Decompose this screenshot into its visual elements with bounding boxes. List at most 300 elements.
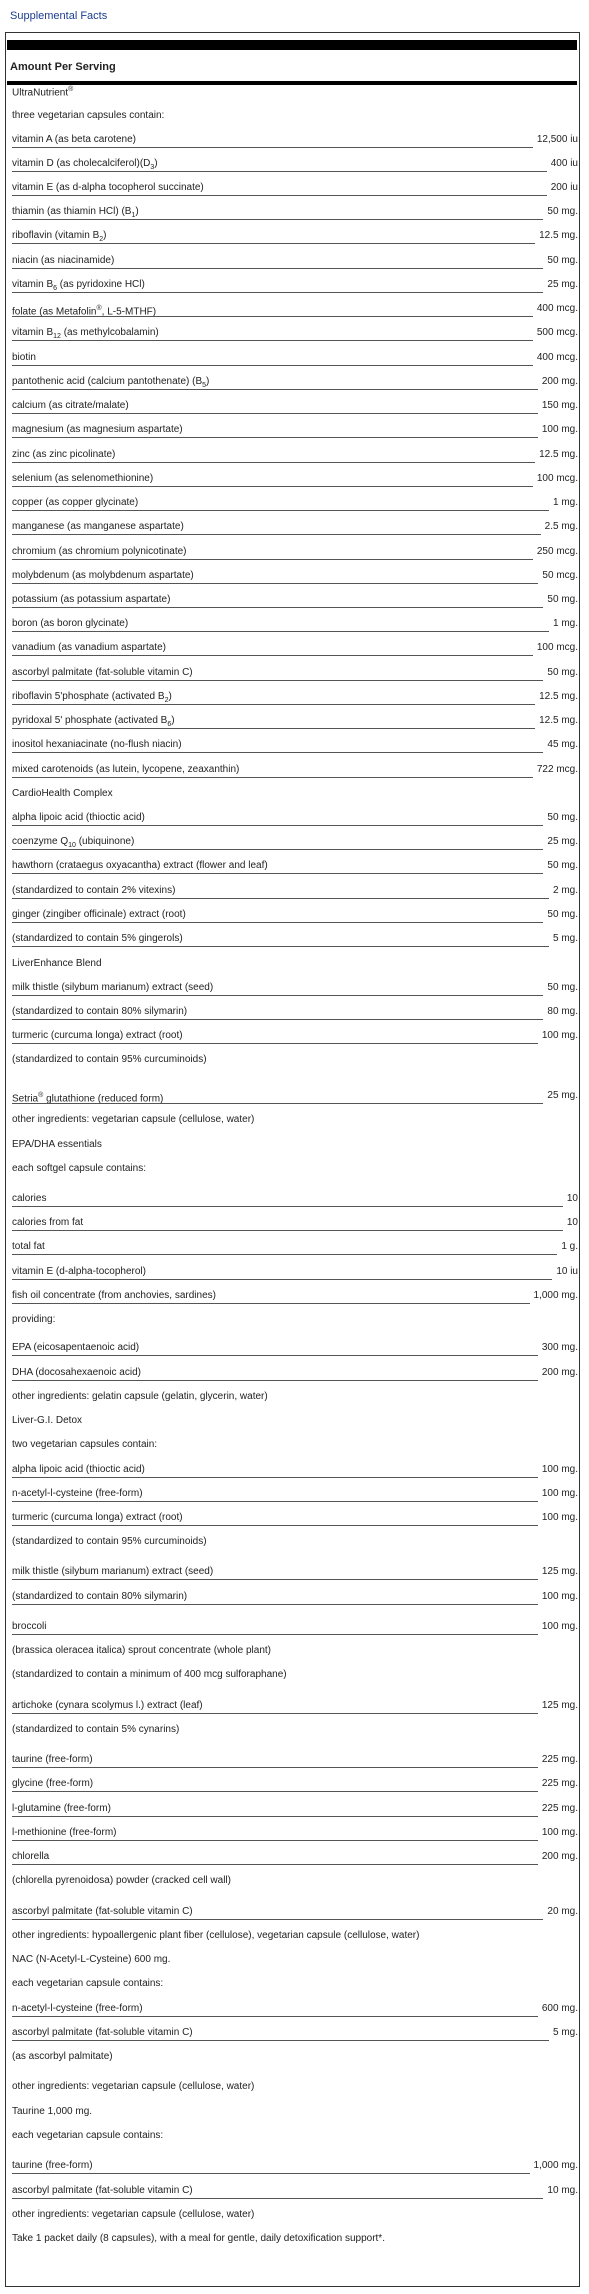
fact-label: (standardized to contain 95% curcuminoids) [12, 1054, 207, 1065]
row-underline [12, 946, 549, 947]
row-underline [12, 2173, 530, 2174]
fact-label: folate (as Metafolin®, L-5-MTHF) [12, 305, 157, 318]
fact-row [12, 1340, 578, 1356]
fact-amount: 300 mg. [541, 1342, 578, 1353]
fact-label: chlorella [12, 1851, 50, 1862]
fact-row [12, 2231, 578, 2247]
fact-row [12, 616, 578, 632]
fact-row [12, 834, 578, 850]
fact-row [12, 374, 578, 390]
fact-label: Setria® glutathione (reduced form) [12, 1092, 164, 1105]
fact-amount: 50 mg. [547, 255, 578, 266]
fact-row [12, 1239, 578, 1255]
fact-amount: 10 [566, 1193, 578, 1204]
fact-row [12, 1365, 578, 1381]
fact-row [12, 277, 578, 293]
row-underline [12, 1103, 543, 1104]
fact-label: fish oil concentrate (from anchovies, sardines) [12, 1290, 216, 1301]
fact-amount: 1,000 mg. [533, 1290, 578, 1301]
fact-label: milk thistle (silybum marianum) extract (seed) [12, 1566, 214, 1577]
amount-per-serving: Amount Per Serving [10, 61, 116, 73]
fact-label: Liver-G.I. Detox [12, 1415, 83, 1426]
fact-amount: 400 mcg. [536, 303, 578, 314]
fact-row [12, 1004, 578, 1020]
row-underline [12, 777, 533, 778]
fact-label: riboflavin 5'phosphate (activated $B_2$) [12, 691, 172, 704]
fact-row [12, 737, 578, 753]
fact-label: ascorbyl palmitate (fat-soluble vitamin C) [12, 2027, 193, 2038]
row-underline [12, 389, 538, 390]
fact-label: vanadium (as vanadium aspartate) [12, 642, 166, 653]
fact-label: l-glutamine (free-form) [12, 1803, 111, 1814]
row-underline [12, 1579, 538, 1580]
row-underline [12, 2198, 543, 2199]
fact-label: CardioHealth Complex [12, 788, 113, 799]
fact-amount: 5 mg. [552, 933, 578, 944]
fact-row [12, 156, 578, 172]
row-underline [12, 752, 543, 753]
fact-label: n-acetyl-l-cysteine (free-form) [12, 1488, 143, 1499]
fact-label: coenzyme $Q_{10}$ (ubiquinone) [12, 836, 135, 849]
fact-label: molybdenum (as molybdenum aspartate) [12, 570, 194, 581]
row-underline [12, 1791, 538, 1792]
fact-row [12, 858, 578, 874]
row-underline [12, 631, 549, 632]
fact-row [12, 786, 578, 802]
fact-label: vitamin E (as d-alpha tocopherol succinate) [12, 182, 204, 193]
row-underline [12, 680, 543, 681]
fact-label: (chlorella pyrenoidosa) powder (cracked cell wall) [12, 1875, 231, 1886]
fact-row [12, 422, 578, 438]
fact-label: niacin (as niacinamide) [12, 255, 115, 266]
fact-label: broccoli [12, 1621, 47, 1632]
fact-label: (standardized to contain 2% vitexins) [12, 885, 176, 896]
row-underline [12, 1501, 538, 1502]
fact-row [12, 2207, 578, 2223]
fact-row [12, 1028, 578, 1044]
fact-row [12, 592, 578, 608]
fact-amount: 400 mcg. [536, 352, 578, 363]
fact-row [12, 1161, 578, 1177]
row-underline [12, 825, 543, 826]
fact-label: manganese (as manganese aspartate) [12, 521, 184, 532]
fact-label: pantothenic acid (calcium pantothenate) $(B_5)$ [12, 376, 210, 389]
fact-label: other ingredients: gelatin capsule (gelatin, glycerin, water) [12, 1391, 268, 1402]
fact-row [12, 447, 578, 463]
fact-amount: 12.5 mg. [539, 715, 578, 726]
fact-row [12, 132, 578, 148]
row-underline [12, 510, 549, 511]
fact-row [12, 931, 578, 947]
fact-amount: 500 mcg. [536, 327, 578, 338]
fact-row [12, 1643, 578, 1659]
fact-amount: 200 iu [550, 182, 578, 193]
fact-row [12, 956, 578, 972]
fact-label: (standardized to contain 5% gingerols) [12, 933, 183, 944]
fact-row [12, 1619, 578, 1635]
fact-row [12, 544, 578, 560]
fact-amount: 200 mg. [541, 1851, 578, 1862]
fact-label: biotin [12, 352, 36, 363]
fact-row [12, 519, 578, 535]
fact-row [12, 301, 578, 317]
fact-amount: 10 iu [556, 1266, 578, 1277]
fact-label: pyridoxal 5' phosphate (activated $B_6$) [12, 715, 175, 728]
fact-amount: 100 mcg. [536, 473, 578, 484]
fact-label: mixed carotenoids (as lutein, lycopene, zeaxanthin) [12, 764, 240, 775]
fact-row [12, 1215, 578, 1231]
fact-amount: 600 mg. [541, 2003, 578, 2014]
fact-label: turmeric (curcuma longa) extract (root) [12, 1512, 183, 1523]
row-underline [12, 534, 541, 535]
fact-label: milk thistle (silybum marianum) extract (seed) [12, 982, 214, 993]
fact-row [12, 1534, 578, 1550]
fact-amount: 100 mg. [541, 1488, 578, 1499]
fact-row [12, 907, 578, 923]
row-underline [12, 1816, 538, 1817]
fact-row [12, 495, 578, 511]
row-underline [12, 1230, 563, 1231]
fact-label: chromium (as chromium polynicotinate) [12, 546, 187, 557]
row-underline [12, 486, 533, 487]
fact-label: total fat [12, 1241, 45, 1252]
fact-label: calories from fat [12, 1217, 84, 1228]
fact-row [12, 2183, 578, 2199]
fact-row [12, 398, 578, 414]
fact-amount: 150 mg. [541, 400, 578, 411]
fact-label: vitamin $B_6$ (as pyridoxine HCl) [12, 279, 145, 292]
facts-panel [5, 32, 580, 2287]
fact-amount: 50 mg. [547, 812, 578, 823]
fact-amount: 25 mg. [547, 836, 578, 847]
row-underline [12, 1206, 563, 1207]
fact-label: other ingredients: hypoallergenic plant fiber (cellulose), vegetarian capsule (cellulose, water) [12, 1930, 420, 1941]
fact-amount: 100 mg. [541, 1591, 578, 1602]
row-underline [12, 1864, 538, 1865]
fact-amount: 100 mg. [541, 1030, 578, 1041]
fact-label: Taurine 1,000 mg. [12, 2106, 93, 2117]
fact-row [12, 1976, 578, 1992]
row-underline [12, 1525, 538, 1526]
fact-label: each vegetarian capsule contains: [12, 2130, 164, 2141]
fact-row [12, 1052, 578, 1068]
fact-row [12, 1722, 578, 1738]
fact-label: potassium (as potassium aspartate) [12, 594, 171, 605]
fact-amount: 225 mg. [541, 1803, 578, 1814]
thick-rule [7, 40, 577, 50]
row-underline [12, 1019, 543, 1020]
fact-row [12, 810, 578, 826]
fact-label: each softgel capsule contains: [12, 1163, 146, 1174]
fact-label: UltraNutrient® [12, 86, 74, 99]
fact-row [12, 180, 578, 196]
fact-row [12, 1510, 578, 1526]
fact-label: vitamin E (d-alpha-tocopherol) [12, 1266, 146, 1277]
row-underline [12, 607, 543, 608]
fact-amount: 1 mg. [552, 618, 578, 629]
fact-amount: 225 mg. [541, 1754, 578, 1765]
row-underline [12, 340, 533, 341]
fact-row [12, 204, 578, 220]
fact-label: DHA (docosahexaenoic acid) [12, 1367, 141, 1378]
fact-amount: 100 mg. [541, 424, 578, 435]
row-underline [12, 243, 535, 244]
fact-label: other ingredients: vegetarian capsule (cellulose, water) [12, 2081, 255, 2092]
fact-row [12, 1437, 578, 1453]
fact-row [12, 2128, 578, 2144]
fact-row [12, 1801, 578, 1817]
fact-row [12, 2079, 578, 2095]
fact-row [12, 1928, 578, 1944]
row-underline [12, 1767, 538, 1768]
fact-label: selenium (as selenomethionine) [12, 473, 154, 484]
fact-label: inositol hexaniacinate (no-flush niacin) [12, 739, 182, 750]
fact-row [12, 325, 578, 341]
row-underline [12, 655, 533, 656]
fact-label: ascorbyl palmitate (fat-soluble vitamin C) [12, 1906, 193, 1917]
fact-amount: 200 mg. [541, 1367, 578, 1378]
fact-label: turmeric (curcuma longa) extract (root) [12, 1030, 183, 1041]
fact-amount: 722 mcg. [536, 764, 578, 775]
fact-row [12, 689, 578, 705]
fact-amount: 1,000 mg. [533, 2160, 578, 2171]
fact-label: l-methionine (free-form) [12, 1827, 117, 1838]
fact-amount: 100 mg. [541, 1827, 578, 1838]
row-underline [12, 316, 533, 317]
row-underline [12, 1634, 538, 1635]
fact-label: vitamin $B_{12}$ (as methylcobalamin) [12, 327, 159, 340]
fact-amount: 50 mg. [547, 667, 578, 678]
row-underline [12, 898, 549, 899]
fact-amount: 50 mg. [547, 860, 578, 871]
fact-row [12, 1952, 578, 1968]
fact-label: EPA/DHA essentials [12, 1139, 102, 1150]
row-underline [12, 728, 535, 729]
row-underline [12, 437, 538, 438]
fact-label: vitamin D (as $cholecalciferol)(D_3)$ [12, 158, 158, 171]
fact-row [12, 1667, 578, 1683]
fact-label: providing: [12, 1314, 56, 1325]
fact-row [12, 762, 578, 778]
fact-label: (standardized to contain 80% silymarin) [12, 1006, 188, 1017]
row-underline [12, 147, 533, 148]
fact-amount: 2.5 mg. [544, 521, 578, 532]
fact-label: (as ascorbyl palmitate) [12, 2051, 113, 2062]
fact-row [12, 1462, 578, 1478]
row-underline [12, 219, 543, 220]
fact-amount: 50 mg. [547, 594, 578, 605]
fact-row [12, 1849, 578, 1865]
fact-row [12, 1312, 578, 1328]
fact-row [12, 1698, 578, 1714]
fact-row [12, 980, 578, 996]
fact-amount: 225 mg. [541, 1778, 578, 1789]
fact-label: thiamin (as thiamin HCl) $(B_1)$ [12, 206, 139, 219]
row-underline [12, 2016, 538, 2017]
fact-label: (standardized to contain 5% cynarins) [12, 1724, 180, 1735]
fact-label: calcium (as citrate/malate) [12, 400, 129, 411]
fact-row [12, 2158, 578, 2174]
fact-row [12, 1752, 578, 1768]
fact-amount: 10 mg. [547, 2185, 578, 2196]
fact-amount: 125 mg. [541, 1566, 578, 1577]
fact-label: n-acetyl-l-cysteine (free-form) [12, 2003, 143, 2014]
fact-label: each vegetarian capsule contains: [12, 1978, 164, 1989]
fact-row [12, 82, 578, 98]
fact-row [12, 1564, 578, 1580]
fact-amount: 20 mg. [547, 1906, 578, 1917]
fact-label: magnesium (as magnesium aspartate) [12, 424, 183, 435]
fact-amount: 12,500 iu [536, 134, 578, 145]
fact-label: artichoke (cynara scolymus l.) extract (leaf) [12, 1700, 203, 1711]
fact-label: glycine (free-form) [12, 1778, 94, 1789]
fact-label: alpha lipoic acid (thioctic acid) [12, 1464, 145, 1475]
fact-amount: 100 mg. [541, 1512, 578, 1523]
fact-label: riboflavin (vitamin $B_2$) [12, 230, 107, 243]
fact-row [12, 228, 578, 244]
row-underline [12, 1355, 538, 1356]
fact-amount: 125 mg. [541, 1700, 578, 1711]
row-underline [12, 1713, 538, 1714]
fact-label: Take 1 packet daily (8 capsules), with a meal for gentle, daily detoxification support*. [12, 2233, 385, 2244]
row-underline [12, 1303, 530, 1304]
fact-row [12, 2025, 578, 2041]
fact-amount: 250 mcg. [536, 546, 578, 557]
fact-amount: 2 mg. [552, 885, 578, 896]
fact-row [12, 1137, 578, 1153]
row-underline [12, 2040, 549, 2041]
row-underline [12, 849, 543, 850]
fact-label: copper (as copper glycinate) [12, 497, 139, 508]
row-underline [12, 462, 535, 463]
row-underline [12, 559, 533, 560]
row-underline [12, 195, 547, 196]
row-underline [12, 704, 535, 705]
fact-row [12, 1589, 578, 1605]
fact-amount: 100 mg. [541, 1464, 578, 1475]
fact-label: other ingredients: vegetarian capsule (cellulose, water) [12, 2209, 255, 2220]
row-underline [12, 922, 543, 923]
fact-row [12, 2049, 578, 2065]
supplemental-facts-title: Supplemental Facts [10, 10, 108, 22]
fact-label: three vegetarian capsules contain: [12, 110, 165, 121]
row-underline [12, 1477, 538, 1478]
fact-label: ascorbyl palmitate (fat-soluble vitamin C) [12, 2185, 193, 2196]
fact-row [12, 1413, 578, 1429]
row-underline [12, 995, 543, 996]
fact-row [12, 2001, 578, 2017]
row-underline [12, 1380, 538, 1381]
fact-row [12, 1389, 578, 1405]
fact-row [12, 1486, 578, 1502]
fact-row [12, 1191, 578, 1207]
row-underline [12, 292, 543, 293]
fact-amount: 400 iu [550, 158, 578, 169]
fact-amount: 200 mg. [541, 376, 578, 387]
fact-label: boron (as boron glycinate) [12, 618, 129, 629]
fact-amount: 50 mcg. [542, 570, 578, 581]
row-underline [12, 1919, 543, 1920]
fact-row [12, 2104, 578, 2120]
row-underline [12, 413, 538, 414]
fact-amount: 45 mg. [547, 739, 578, 750]
fact-amount: 12.5 mg. [539, 691, 578, 702]
fact-amount: 50 mg. [547, 206, 578, 217]
fact-label: two vegetarian capsules contain: [12, 1439, 158, 1450]
fact-amount: 10 [566, 1217, 578, 1228]
fact-row [12, 883, 578, 899]
fact-label: ascorbyl palmitate (fat-soluble vitamin C) [12, 667, 193, 678]
row-underline [12, 583, 538, 584]
fact-amount: 50 mg. [547, 909, 578, 920]
fact-label: taurine (free-form) [12, 1754, 93, 1765]
fact-label: EPA (eicosapentaenoic acid) [12, 1342, 140, 1353]
row-underline [12, 873, 543, 874]
fact-label: vitamin A (as beta carotene) [12, 134, 136, 145]
fact-row [12, 568, 578, 584]
fact-amount: 1 mg. [552, 497, 578, 508]
fact-label: (standardized to contain 95% curcuminoids) [12, 1536, 207, 1547]
fact-label: (brassica oleracea italica) sprout concentrate (whole plant) [12, 1645, 272, 1656]
fact-label: LiverEnhance Blend [12, 958, 102, 969]
fact-label: ginger (zingiber officinale) extract (root) [12, 909, 186, 920]
fact-row [12, 713, 578, 729]
row-underline [12, 1279, 552, 1280]
fact-row [12, 1088, 578, 1104]
row-underline [12, 268, 543, 269]
fact-row [12, 1873, 578, 1889]
fact-label: calories [12, 1193, 47, 1204]
fact-label: other ingredients: vegetarian capsule (cellulose, water) [12, 1114, 255, 1125]
fact-row [12, 1112, 578, 1128]
fact-amount: 25 mg. [547, 1090, 578, 1101]
fact-row [12, 1825, 578, 1841]
fact-row [12, 253, 578, 269]
fact-amount: 1 g. [561, 1241, 578, 1252]
fact-amount: 12.5 mg. [539, 449, 578, 460]
fact-row [12, 1904, 578, 1920]
fact-amount: 100 mcg. [536, 642, 578, 653]
fact-label: (standardized to contain 80% silymarin) [12, 1591, 188, 1602]
row-underline [12, 1254, 557, 1255]
fact-row [12, 640, 578, 656]
row-underline [12, 171, 547, 172]
fact-amount: 5 mg. [552, 2027, 578, 2038]
row-underline [12, 365, 533, 366]
fact-row [12, 1264, 578, 1280]
fact-label: (standardized to contain a minimum of 400 mcg sulforaphane) [12, 1669, 287, 1680]
fact-row [12, 665, 578, 681]
fact-row [12, 1776, 578, 1792]
fact-amount: 25 mg. [547, 279, 578, 290]
fact-label: NAC (N-Acetyl-L-Cysteine) 600 mg. [12, 1954, 171, 1965]
row-underline [12, 1043, 538, 1044]
fact-amount: 12.5 mg. [539, 230, 578, 241]
fact-row [12, 108, 578, 124]
fact-amount: 50 mg. [547, 982, 578, 993]
fact-amount: 100 mg. [541, 1621, 578, 1632]
fact-row [12, 1288, 578, 1304]
row-underline [12, 1840, 538, 1841]
fact-label: taurine (free-form) [12, 2160, 93, 2171]
row-underline [12, 1604, 538, 1605]
fact-row [12, 350, 578, 366]
fact-label: hawthorn (crataegus oxyacantha) extract (flower and leaf) [12, 860, 268, 871]
fact-label: zinc (as zinc picolinate) [12, 449, 116, 460]
fact-amount: 80 mg. [547, 1006, 578, 1017]
fact-label: alpha lipoic acid (thioctic acid) [12, 812, 145, 823]
fact-row [12, 471, 578, 487]
